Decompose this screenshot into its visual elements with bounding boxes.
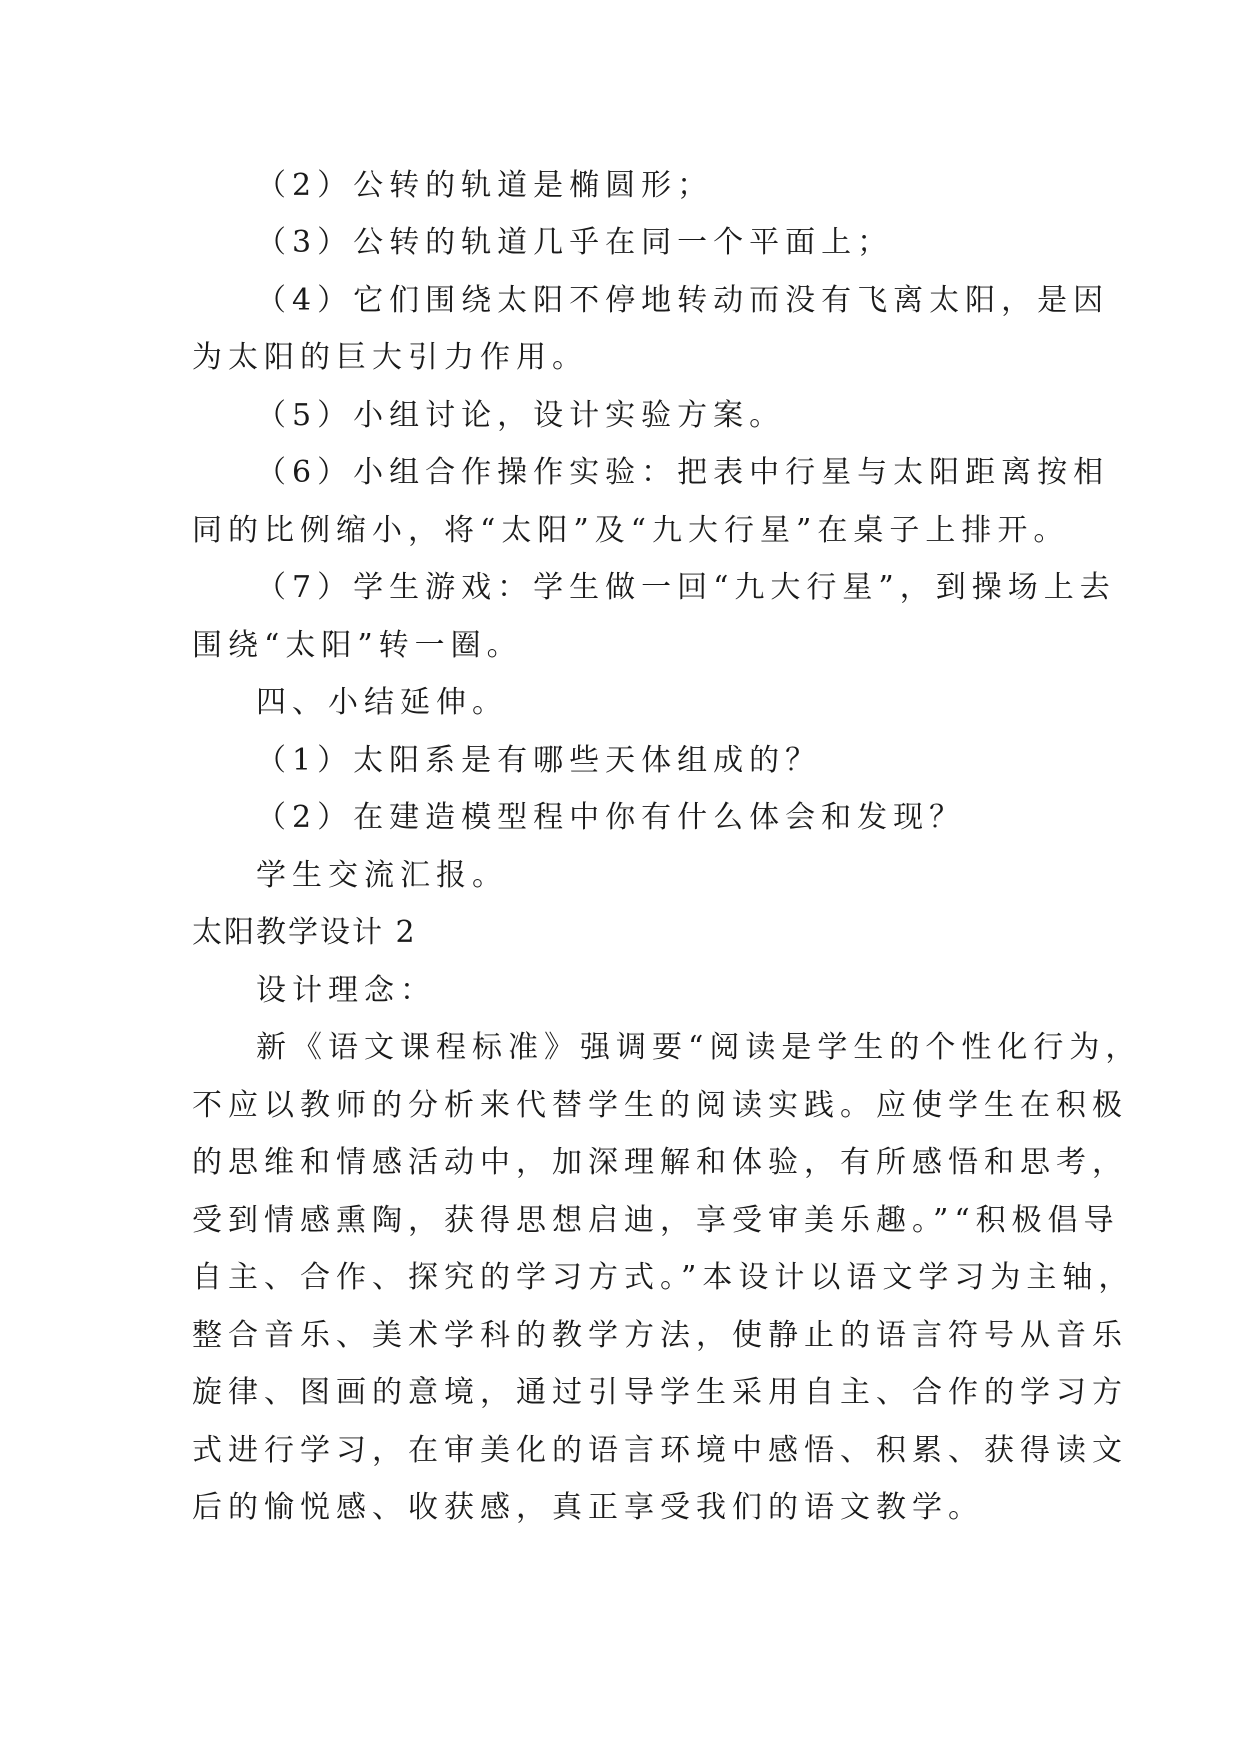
paragraph-line: 学生交流汇报。 bbox=[256, 858, 508, 893]
paragraph-line: 同的比例缩小，将“太阳”及“九大行星”在桌子上排开。 bbox=[192, 513, 1070, 548]
paragraph-line: （1）太阳系是有哪些天体组成的？ bbox=[256, 743, 822, 778]
paragraph-line: 整合音乐、美术学科的教学方法，使静止的语言符号从音乐 bbox=[192, 1318, 1128, 1353]
paragraph-line: 围绕“太阳”转一圈。 bbox=[192, 628, 523, 663]
paragraph-line: （4）它们围绕太阳不停地转动而没有飞离太阳，是因 bbox=[256, 283, 1110, 318]
paragraph-line: 式进行学习，在审美化的语言环境中感悟、积累、获得读文 bbox=[192, 1433, 1128, 1468]
paragraph-line: 自主、合作、探究的学习方式。”本设计以语文学习为主轴， bbox=[192, 1260, 1135, 1295]
paragraph-line: 为太阳的巨大引力作用。 bbox=[192, 340, 588, 375]
paragraph-line: 的思维和情感活动中，加深理解和体验，有所感悟和思考， bbox=[192, 1145, 1128, 1180]
paragraph-line: （2）在建造模型程中你有什么体会和发现？ bbox=[256, 800, 966, 835]
section-heading: 设计理念： bbox=[256, 973, 436, 1008]
paragraph-line: （5）小组讨论，设计实验方案。 bbox=[256, 398, 786, 433]
paragraph-line: （2）公转的轨道是椭圆形； bbox=[256, 168, 714, 203]
paragraph-line: （7）学生游戏：学生做一回“九大行星”，到操场上去 bbox=[256, 570, 1116, 605]
section-heading: 四、小结延伸。 bbox=[256, 685, 508, 720]
document-title: 太阳教学设计 2 bbox=[192, 915, 417, 950]
paragraph-line: （6）小组合作操作实验：把表中行星与太阳距离按相 bbox=[256, 455, 1110, 490]
paragraph-line: （3）公转的轨道几乎在同一个平面上； bbox=[256, 225, 894, 260]
paragraph-line: 受到情感熏陶，获得思想启迪，享受审美乐趣。”“积极倡导 bbox=[192, 1203, 1120, 1238]
paragraph-line: 旋律、图画的意境，通过引导学生采用自主、合作的学习方 bbox=[192, 1375, 1128, 1410]
paragraph-line: 后的愉悦感、收获感，真正享受我们的语文教学。 bbox=[192, 1490, 984, 1525]
paragraph-line: 不应以教师的分析来代替学生的阅读实践。应使学生在积极 bbox=[192, 1088, 1128, 1123]
paragraph-line: 新《语文课程标准》强调要“阅读是学生的个性化行为， bbox=[256, 1030, 1142, 1065]
